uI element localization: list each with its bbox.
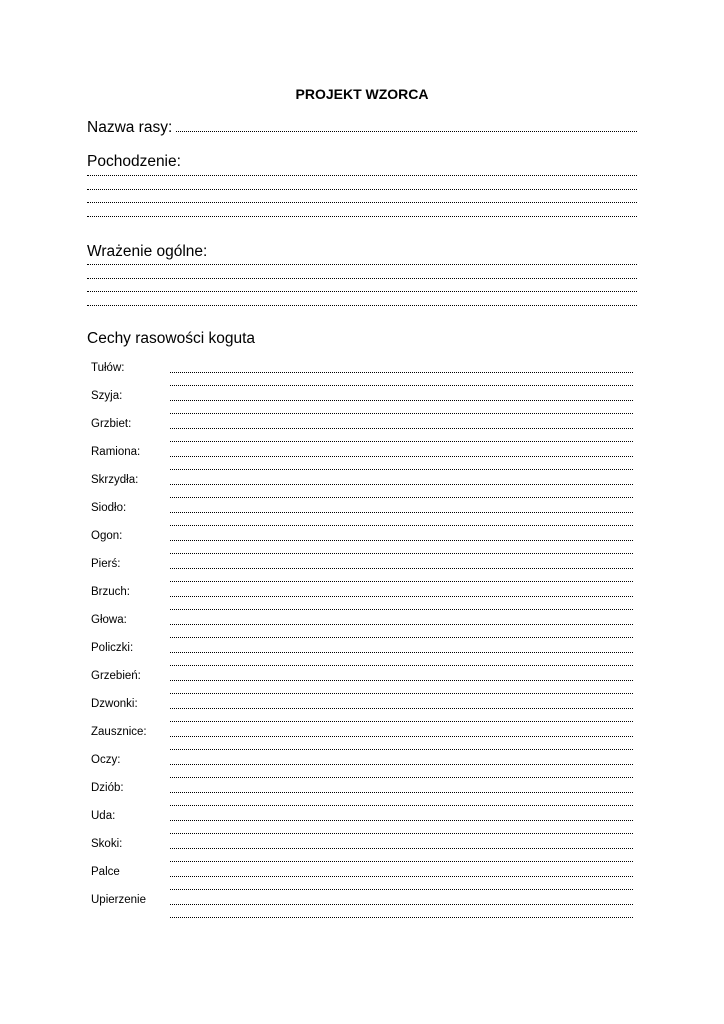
trait-label: Skrzydła: (91, 474, 139, 486)
trait-label: Brzuch: (91, 586, 130, 598)
trait-dotted-line[interactable] (170, 372, 633, 373)
trait-row (91, 893, 633, 921)
trait-label: Policzki: (91, 642, 134, 654)
trait-dotted-line[interactable] (170, 385, 633, 386)
trait-dotted-line[interactable] (170, 441, 633, 442)
trait-dotted-line[interactable] (170, 609, 633, 610)
trait-dotted-line[interactable] (170, 581, 633, 582)
trait-row (91, 445, 633, 473)
rooster-traits-list (91, 361, 633, 921)
trait-row (91, 669, 633, 697)
trait-dotted-line[interactable] (170, 777, 633, 778)
rooster-traits-heading: Cechy rasowości koguta (87, 330, 255, 347)
trait-row (91, 697, 633, 725)
trait-dotted-line[interactable] (170, 400, 633, 401)
trait-row (91, 781, 633, 809)
trait-row (91, 529, 633, 557)
trait-label: Ogon: (91, 530, 123, 542)
trait-row (91, 501, 633, 529)
trait-label: Tułów: (91, 362, 125, 374)
trait-dotted-line[interactable] (170, 553, 633, 554)
trait-dotted-line[interactable] (170, 665, 633, 666)
breed-name-dotted-line[interactable] (176, 131, 637, 132)
page-title: PROJEKT WZORCA (295, 86, 429, 102)
trait-dotted-line[interactable] (170, 428, 633, 429)
trait-dotted-line[interactable] (170, 525, 633, 526)
trait-dotted-line[interactable] (170, 805, 633, 806)
trait-label: Głowa: (91, 614, 127, 626)
breed-name-field[interactable] (87, 119, 637, 137)
general-impression-heading: Wrażenie ogólne: (87, 243, 208, 260)
origin-dotted-line[interactable] (87, 189, 637, 190)
trait-label: Skoki: (91, 838, 123, 850)
trait-dotted-line[interactable] (170, 484, 633, 485)
trait-label: Siodło: (91, 502, 127, 514)
trait-dotted-line[interactable] (170, 904, 633, 905)
trait-label: Grzebień: (91, 670, 141, 682)
general-impression-dotted-line[interactable] (87, 264, 637, 265)
trait-dotted-line[interactable] (170, 680, 633, 681)
trait-label: Oczy: (91, 754, 121, 766)
trait-dotted-line[interactable] (170, 568, 633, 569)
origin-heading: Pochodzenie: (87, 153, 181, 170)
trait-dotted-line[interactable] (170, 792, 633, 793)
trait-dotted-line[interactable] (170, 708, 633, 709)
trait-row (91, 613, 633, 641)
trait-label: Pierś: (91, 558, 121, 570)
trait-label: Zausznice: (91, 726, 147, 738)
general-impression-dotted-line[interactable] (87, 305, 637, 306)
trait-dotted-line[interactable] (170, 652, 633, 653)
trait-row (91, 557, 633, 585)
trait-row (91, 361, 633, 389)
trait-dotted-line[interactable] (170, 876, 633, 877)
trait-dotted-line[interactable] (170, 861, 633, 862)
trait-row (91, 725, 633, 753)
trait-row (91, 865, 633, 893)
trait-row (91, 389, 633, 417)
trait-dotted-line[interactable] (170, 624, 633, 625)
trait-label: Uda: (91, 810, 116, 822)
trait-label: Ramiona: (91, 446, 141, 458)
trait-dotted-line[interactable] (170, 540, 633, 541)
trait-label: Dzwonki: (91, 698, 138, 710)
trait-dotted-line[interactable] (170, 848, 633, 849)
trait-label: Dziób: (91, 782, 124, 794)
trait-dotted-line[interactable] (170, 637, 633, 638)
trait-label: Palce (91, 866, 120, 878)
trait-row (91, 417, 633, 445)
trait-dotted-line[interactable] (170, 889, 633, 890)
trait-dotted-line[interactable] (170, 456, 633, 457)
trait-row (91, 753, 633, 781)
origin-dotted-line[interactable] (87, 175, 637, 176)
trait-dotted-line[interactable] (170, 833, 633, 834)
trait-dotted-line[interactable] (170, 512, 633, 513)
trait-dotted-line[interactable] (170, 596, 633, 597)
trait-dotted-line[interactable] (170, 469, 633, 470)
general-impression-dotted-line[interactable] (87, 291, 637, 292)
trait-dotted-line[interactable] (170, 721, 633, 722)
trait-dotted-line[interactable] (170, 917, 633, 918)
trait-label: Upierzenie (91, 894, 146, 906)
trait-row (91, 473, 633, 501)
trait-dotted-line[interactable] (170, 413, 633, 414)
trait-label: Szyja: (91, 390, 123, 402)
trait-dotted-line[interactable] (170, 736, 633, 737)
trait-dotted-line[interactable] (170, 749, 633, 750)
general-impression-dotted-line[interactable] (87, 278, 637, 279)
trait-row (91, 585, 633, 613)
origin-dotted-line[interactable] (87, 216, 637, 217)
trait-dotted-line[interactable] (170, 693, 633, 694)
trait-dotted-line[interactable] (170, 764, 633, 765)
trait-row (91, 641, 633, 669)
breed-name-label: Nazwa rasy: (87, 119, 173, 136)
trait-row (91, 809, 633, 837)
trait-row (91, 837, 633, 865)
trait-dotted-line[interactable] (170, 820, 633, 821)
origin-dotted-line[interactable] (87, 202, 637, 203)
trait-dotted-line[interactable] (170, 497, 633, 498)
trait-label: Grzbiet: (91, 418, 132, 430)
